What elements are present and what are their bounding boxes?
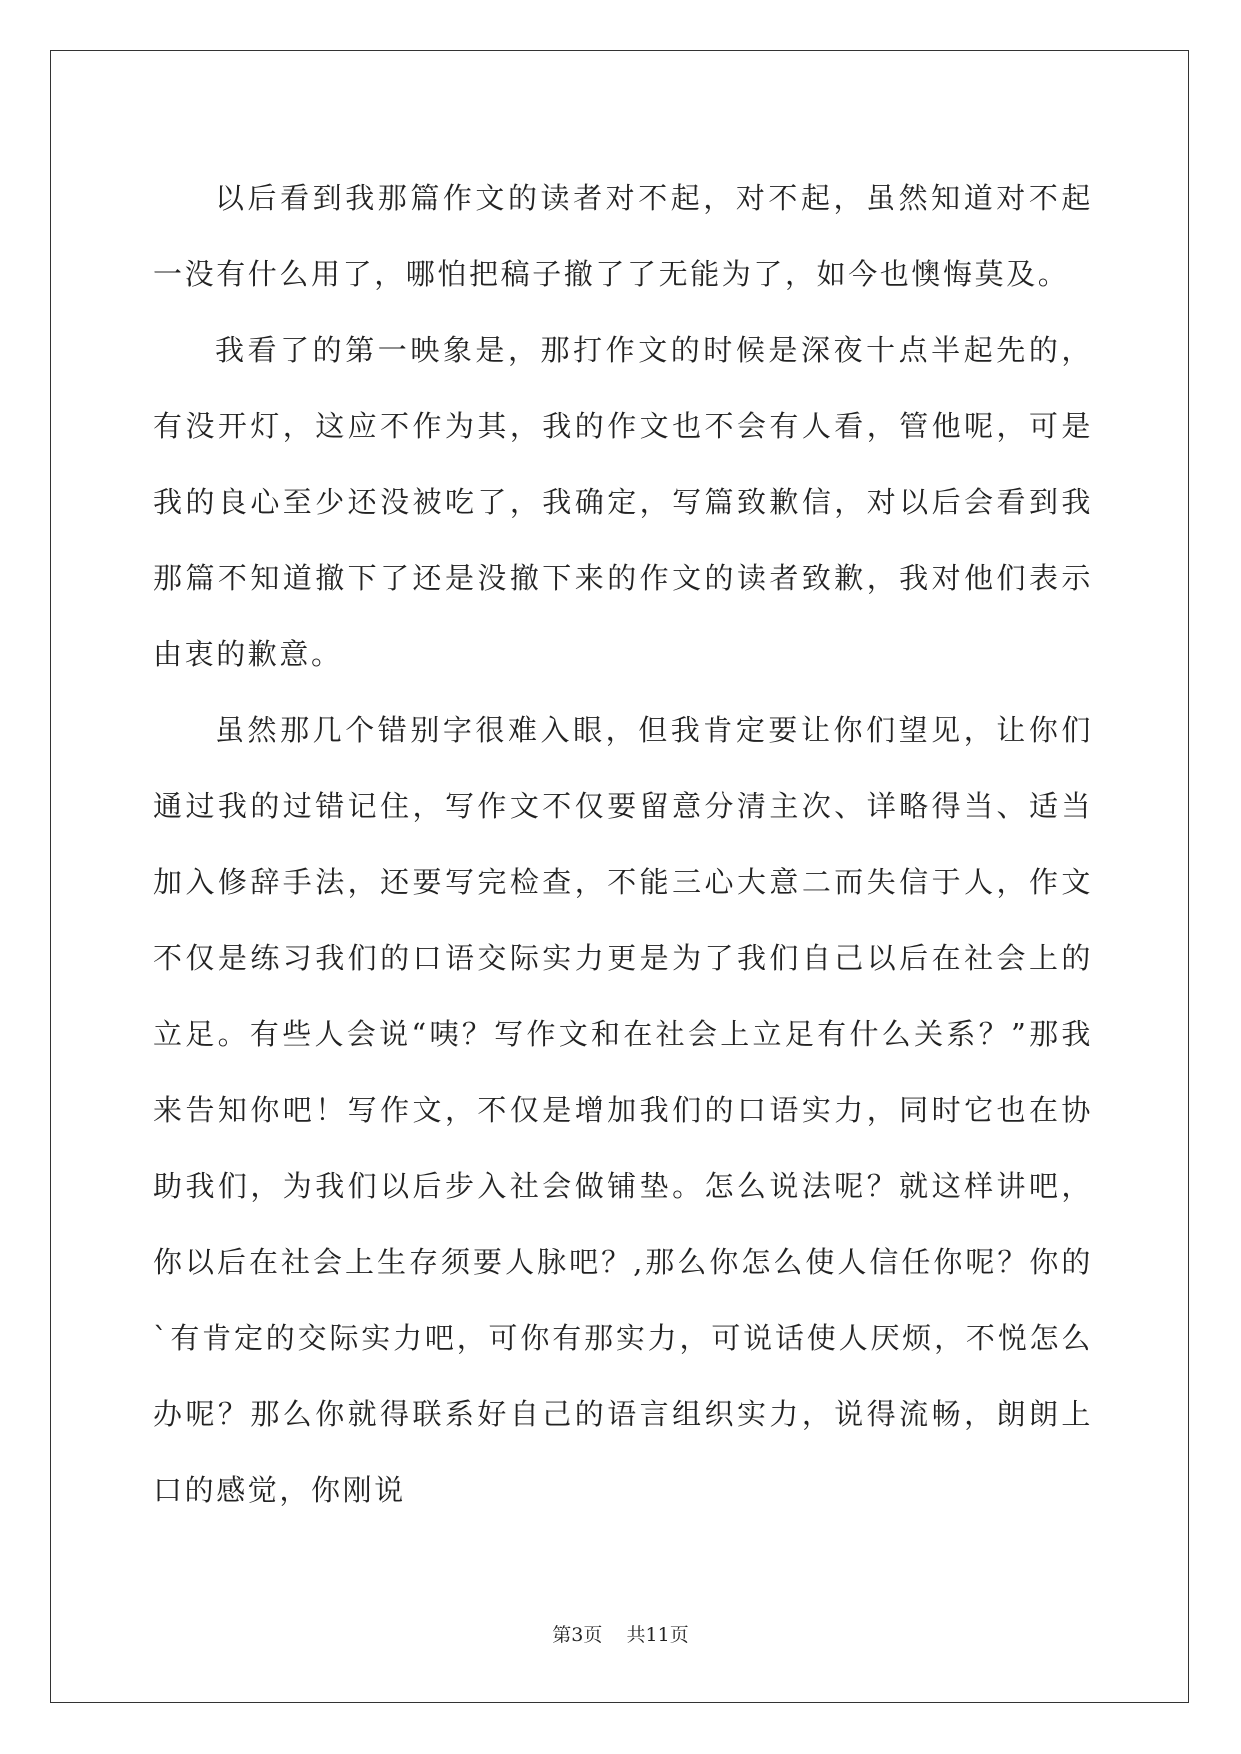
paragraph-2: 我看了的第一映象是，那打作文的时候是深夜十点半起先的，有没开灯，这应不作为其，我的作文也不会有人看，管他呢，可是我的良心至少还没被吃了，我确定，写篇致歉信，对以后会看到我那篇不知道撤下了还是没撤下来的作文的读者致歉，我对他们表示由衷的歉意。 — [153, 333, 1093, 671]
paragraph-3: 虽然那几个错别字很难入眼，但我肯定要让你们望见，让你们通过我的过错记住，写作文不仅要留意分清主次、详略得当、适当加入修辞手法，还要写完检查，不能三心大意二而失信于人，作文不仅是练习我们的口语交际实力更是为了我们自己以后在社会上的立足。有些人会说“咦？写作文和在社会上立足有什么关系？”那我来告知你吧！写作文，不仅是增加我们的口语实力，同时它也在协助我们，为我们以后步入社会做铺垫。怎么说法呢？就这样讲吧，你以后在社会上生存须要人脉吧？,那么你怎么使人信任你呢？你的`有肯定的交际实力吧，可你有那实力，可说话使人厌烦，不悦怎么办呢？那么你就得联系好自己的语言组织实力，说得流畅，朗朗上口的感觉，你刚说 — [153, 713, 1093, 1507]
page-total: 共11页 — [626, 1624, 689, 1646]
document-body — [153, 160, 1093, 1528]
page-footer — [0, 1620, 1241, 1647]
paragraph-1: 以后看到我那篇作文的读者对不起，对不起，虽然知道对不起一没有什么用了，哪怕把稿子撤了了无能为了，如今也懊悔莫及。 — [153, 181, 1093, 291]
page-number: 第3页 — [552, 1624, 603, 1646]
